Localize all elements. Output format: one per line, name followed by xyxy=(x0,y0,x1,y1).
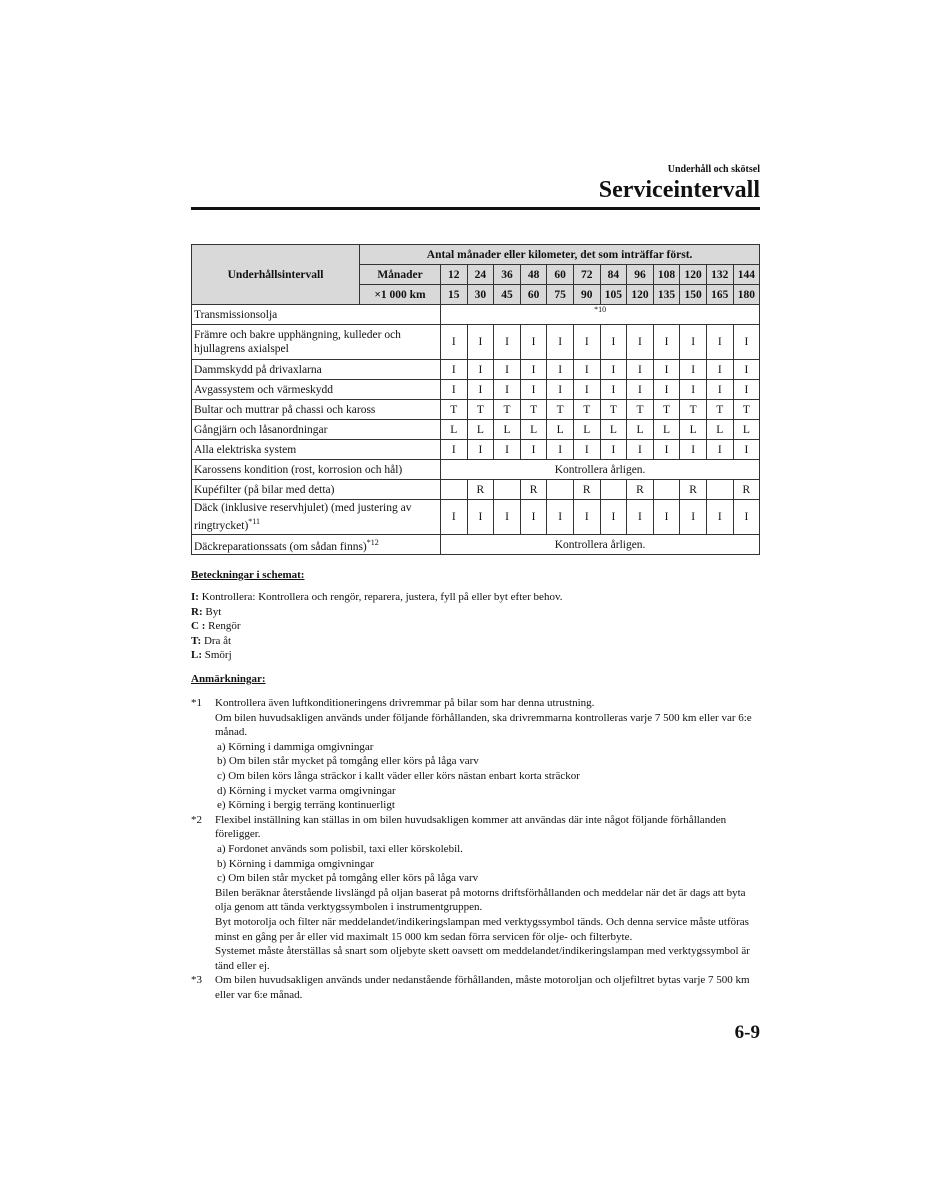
table-row xyxy=(192,305,760,325)
service-cell: I xyxy=(573,500,600,535)
row-label-text: Kupéfilter (på bilar med detta) xyxy=(194,483,335,496)
service-cell: L xyxy=(600,420,627,440)
service-cell xyxy=(653,480,680,500)
note-line: a) Fordonet används som polisbil, taxi eller körskolebil. xyxy=(217,842,463,855)
note-line: Bilen beräknar återstående livslängd på oljan baserat på motorns driftsförhållanden och meddelar när det är dags att byta olja genom att tända verktygssymbolen i instrumentgruppen. xyxy=(215,886,746,914)
note-mark: *1 xyxy=(191,697,202,709)
row-label-text: Karossens kondition (rost, korrosion och hål) xyxy=(194,463,403,476)
row-label xyxy=(192,325,441,360)
service-cell: I xyxy=(467,325,494,360)
service-cell: I xyxy=(494,325,521,360)
service-cell: R xyxy=(573,480,600,500)
service-cell xyxy=(547,480,574,500)
service-cell: I xyxy=(733,440,760,460)
note-line: b) Om bilen står mycket på tomgång eller körs på låga varv xyxy=(217,755,479,768)
notes-title: Anmärkningar: xyxy=(191,673,266,685)
note-line: c) Om bilen körs långa sträckor i kallt väder eller körs nästan enbart korta sträckor xyxy=(217,769,580,782)
service-cell: I xyxy=(706,325,733,360)
service-cell: I xyxy=(600,500,627,535)
service-cell: I xyxy=(680,325,707,360)
km-cell: 60 xyxy=(520,285,547,305)
service-cell: T xyxy=(680,400,707,420)
service-cell: I xyxy=(441,360,468,380)
row-label-text: Bultar och muttrar på chassi och kaross xyxy=(194,403,376,416)
service-cell: T xyxy=(733,400,760,420)
km-cell: 45 xyxy=(494,285,521,305)
service-cell: I xyxy=(573,380,600,400)
km-cell: 105 xyxy=(600,285,627,305)
service-cell: I xyxy=(467,380,494,400)
row-label xyxy=(192,480,441,500)
service-cell: I xyxy=(653,325,680,360)
note-line: Kontrollera även luftkonditioneringens drivremmar på bilar som har denna utrustning. xyxy=(215,697,595,709)
service-interval-table xyxy=(191,244,760,555)
service-cell: I xyxy=(733,380,760,400)
row-label-text: Däckreparationssats (om sådan finns) xyxy=(194,540,367,553)
km-cell: 180 xyxy=(733,285,760,305)
service-cell: I xyxy=(680,500,707,535)
legend-key: R: xyxy=(191,605,203,618)
row-span-cell: Kontrollera årligen. xyxy=(441,460,760,480)
service-cell: I xyxy=(467,500,494,535)
month-cell: 36 xyxy=(494,265,521,285)
service-cell: I xyxy=(547,325,574,360)
page-title: Serviceintervall xyxy=(598,177,760,203)
service-cell: L xyxy=(680,420,707,440)
service-cell: L xyxy=(494,420,521,440)
table-header-row xyxy=(192,245,760,265)
service-cell: T xyxy=(627,400,654,420)
service-cell: T xyxy=(573,400,600,420)
header-section-label: Underhåll och skötsel xyxy=(667,164,760,175)
month-cell: 24 xyxy=(467,265,494,285)
km-cell: 75 xyxy=(547,285,574,305)
month-cell: 96 xyxy=(627,265,654,285)
service-cell xyxy=(494,480,521,500)
service-cell: I xyxy=(467,360,494,380)
service-cell: I xyxy=(653,440,680,460)
service-cell: R xyxy=(467,480,494,500)
service-cell: I xyxy=(520,360,547,380)
table-row xyxy=(192,480,760,500)
legend-key: I: xyxy=(191,591,199,603)
service-cell: T xyxy=(653,400,680,420)
service-cell: L xyxy=(653,420,680,440)
service-cell: I xyxy=(547,500,574,535)
km-cell: 120 xyxy=(627,285,654,305)
service-cell: R xyxy=(733,480,760,500)
service-cell: I xyxy=(600,360,627,380)
service-cell: I xyxy=(627,500,654,535)
service-cell: L xyxy=(706,420,733,440)
service-cell: I xyxy=(494,500,521,535)
service-cell: I xyxy=(653,360,680,380)
km-cell: 150 xyxy=(680,285,707,305)
row-label-text: Främre och bakre upphängning, kulleder och hjullagrens axialspel xyxy=(194,329,401,355)
notes xyxy=(191,696,761,1002)
note-line: Om bilen huvudsakligen används under följande förhållanden, ska drivremmarna kontrolleras varje 7 500 km eller var 6:e månad. xyxy=(215,711,752,739)
service-cell: I xyxy=(573,360,600,380)
row-span-cell: Kontrollera årligen. xyxy=(441,535,760,555)
service-cell: T xyxy=(494,400,521,420)
row-label-text: Alla elektriska system xyxy=(194,443,297,456)
service-cell: T xyxy=(547,400,574,420)
month-cell: 144 xyxy=(733,265,760,285)
service-cell: L xyxy=(441,420,468,440)
table-row xyxy=(192,380,760,400)
interval-header: Underhållsintervall xyxy=(192,245,360,305)
row-label xyxy=(192,440,441,460)
row-label xyxy=(192,500,441,535)
row-label xyxy=(192,305,441,325)
service-cell: I xyxy=(680,360,707,380)
service-cell: R xyxy=(627,480,654,500)
table-row xyxy=(192,360,760,380)
km-cell: 90 xyxy=(573,285,600,305)
row-label xyxy=(192,420,441,440)
service-cell: L xyxy=(627,420,654,440)
service-cell: I xyxy=(733,360,760,380)
service-cell: I xyxy=(706,380,733,400)
note-line: Systemet måste återställas så snart som oljebyte skett oavsett om meddelandet/indikeringslampan med verktygssymbol är tänd eller ej. xyxy=(215,945,750,972)
service-cell: I xyxy=(627,360,654,380)
service-cell: I xyxy=(627,325,654,360)
footnote-ref: *12 xyxy=(366,537,379,547)
service-cell: I xyxy=(547,380,574,400)
service-cell xyxy=(706,480,733,500)
service-cell: I xyxy=(573,325,600,360)
service-cell xyxy=(441,480,468,500)
service-cell: I xyxy=(733,500,760,535)
row-label-text: Gångjärn och låsanordningar xyxy=(194,423,328,436)
service-cell: I xyxy=(441,500,468,535)
note-line: b) Körning i dammiga omgivningar xyxy=(217,857,375,870)
service-cell: I xyxy=(680,440,707,460)
row-label xyxy=(192,400,441,420)
service-cell: I xyxy=(600,440,627,460)
month-cell: 84 xyxy=(600,265,627,285)
note-line: Flexibel inställning kan ställas in om bilen huvudsakligen kommer att användas där inte något följande förhållanden föreligger. xyxy=(215,813,727,841)
service-cell: I xyxy=(520,500,547,535)
service-cell: I xyxy=(706,440,733,460)
service-cell: I xyxy=(627,380,654,400)
service-cell: I xyxy=(520,325,547,360)
service-cell: I xyxy=(653,380,680,400)
service-cell: L xyxy=(520,420,547,440)
service-cell: T xyxy=(600,400,627,420)
service-cell: T xyxy=(706,400,733,420)
table-row xyxy=(192,420,760,440)
row-label-text: Transmissionsolja xyxy=(194,308,278,321)
note-item xyxy=(191,973,761,1002)
legend-item xyxy=(191,605,562,620)
note-mark: *3 xyxy=(191,974,202,987)
table-row xyxy=(192,325,760,360)
page-number: 6-9 xyxy=(734,1022,760,1043)
legend-text: Byt xyxy=(205,605,222,618)
month-cell: 72 xyxy=(573,265,600,285)
service-cell: I xyxy=(627,440,654,460)
span-header: Antal månader eller kilometer, det som inträffar först. xyxy=(360,245,760,265)
note-line: Byt motorolja och filter när meddelandet/indikeringslampan med verktygssymbol tänds. Och denna service måste utföras minst en gång per år eller vid maximalt 15 000 km sedan förra servicen för olje- och filterbyte. xyxy=(215,915,749,943)
table-row xyxy=(192,440,760,460)
legend xyxy=(191,590,562,663)
service-cell xyxy=(600,480,627,500)
note-mark: *2 xyxy=(191,813,202,826)
service-cell: I xyxy=(441,325,468,360)
row-label-text: Däck (inklusive reservhjulet) (med justering av ringtrycket) xyxy=(194,502,412,532)
service-cell: I xyxy=(494,380,521,400)
km-cell: 15 xyxy=(441,285,468,305)
legend-text: Dra åt xyxy=(203,634,232,647)
note-item xyxy=(191,696,761,813)
row-label xyxy=(192,535,441,555)
month-cell: 120 xyxy=(680,265,707,285)
legend-item xyxy=(191,590,562,605)
table-row xyxy=(192,400,760,420)
row-label xyxy=(192,460,441,480)
service-cell: I xyxy=(600,380,627,400)
table-row xyxy=(192,460,760,480)
km-cell: 30 xyxy=(467,285,494,305)
service-cell: I xyxy=(467,440,494,460)
service-cell: I xyxy=(494,440,521,460)
month-cell: 12 xyxy=(441,265,468,285)
month-cell: 60 xyxy=(547,265,574,285)
service-cell: T xyxy=(467,400,494,420)
legend-item xyxy=(191,619,562,634)
service-cell: L xyxy=(573,420,600,440)
legend-title: Beteckningar i schemat: xyxy=(191,569,305,581)
table-row xyxy=(192,535,760,555)
note-line: e) Körning i bergig terräng kontinuerligt xyxy=(217,799,395,812)
note-line: d) Körning i mycket varma omgivningar xyxy=(217,784,396,797)
km-cell: 165 xyxy=(706,285,733,305)
row-label-text: Avgassystem och värmeskydd xyxy=(194,383,334,396)
service-cell: I xyxy=(653,500,680,535)
service-cell: I xyxy=(494,360,521,380)
row-span-cell: *10 xyxy=(441,305,760,325)
legend-key: L: xyxy=(191,649,202,662)
header-rule xyxy=(191,207,760,210)
note-line: a) Körning i dammiga omgivningar xyxy=(217,740,374,753)
service-cell: L xyxy=(733,420,760,440)
months-label: Månader xyxy=(360,265,441,285)
service-cell: I xyxy=(733,325,760,360)
service-cell: I xyxy=(573,440,600,460)
service-cell: L xyxy=(467,420,494,440)
legend-key: C : xyxy=(191,620,206,633)
table-row xyxy=(192,500,760,535)
service-cell: I xyxy=(441,380,468,400)
service-cell: T xyxy=(441,400,468,420)
service-cell: I xyxy=(600,325,627,360)
legend-item xyxy=(191,634,562,649)
legend-text: Rengör xyxy=(208,620,241,633)
service-cell: I xyxy=(520,440,547,460)
note-line: c) Om bilen står mycket på tomgång eller körs på låga varv xyxy=(217,872,479,885)
note-line: Om bilen huvudsakligen används under nedanstående förhållanden, måste motoroljan och oljefiltret bytas varje 7 500 km eller var 6:e månad. xyxy=(215,974,750,1001)
note-item xyxy=(191,813,761,974)
footnote-ref: *11 xyxy=(248,517,260,527)
row-label-text: Dammskydd på drivaxlarna xyxy=(194,363,322,376)
service-cell: I xyxy=(441,440,468,460)
service-cell: I xyxy=(547,440,574,460)
service-cell: L xyxy=(547,420,574,440)
row-label xyxy=(192,380,441,400)
row-label xyxy=(192,360,441,380)
legend-item xyxy=(191,648,562,663)
service-cell: I xyxy=(680,380,707,400)
service-cell: T xyxy=(520,400,547,420)
km-cell: 135 xyxy=(653,285,680,305)
service-cell: R xyxy=(680,480,707,500)
legend-text: Kontrollera: Kontrollera och rengör, reparera, justera, fyll på eller byt efter behov. xyxy=(201,591,563,603)
month-cell: 48 xyxy=(520,265,547,285)
service-cell: R xyxy=(520,480,547,500)
service-cell: I xyxy=(520,380,547,400)
km-label: ×1 000 km xyxy=(360,285,441,305)
service-cell: I xyxy=(706,360,733,380)
service-cell: I xyxy=(547,360,574,380)
legend-key: T: xyxy=(191,634,202,647)
service-cell: I xyxy=(706,500,733,535)
legend-text: Smörj xyxy=(204,649,232,662)
month-cell: 132 xyxy=(706,265,733,285)
month-cell: 108 xyxy=(653,265,680,285)
